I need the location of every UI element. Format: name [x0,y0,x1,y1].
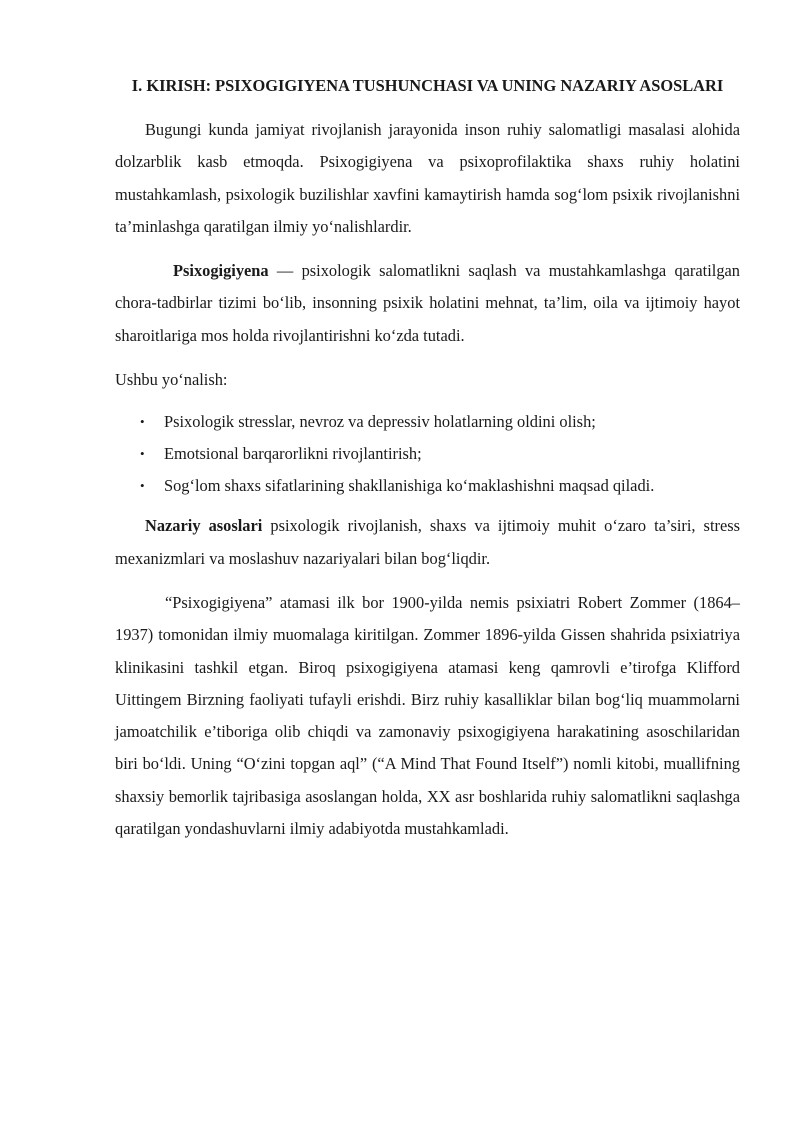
definition-text: — psixologik salomatlikni saqlash va mustahkamlashga qaratilgan chora-tadbirlar tizimi bo‘lib, insonning psixik holatini mehnat, ta’lim, oila va ijtimoiy hayot sharoitlariga mos holda rivojlantirishni ko‘zda tutadi. [115,261,740,345]
page-title: I. KIRISH: PSIXOGIGIYENA TUSHUNCHASI VA UNING NAZARIY ASOSLARI [131,76,724,95]
list-item-text: Emotsional barqarorlikni rivojlantirish; [164,444,422,464]
intro-paragraph: Bugungi kunda jamiyat rivojlanish jarayonida inson ruhiy salomatligi masalasi alohida dolzarblik kasb etmoqda. Psixogigiyena va psixoprofilaktika shaxs ruhiy holatini mustahkamlash, psixologik buzilishlar xavfini kamaytirish hamda sog‘lom psixik rivojlanishni ta’minlashga qaratilgan ilmiy yo‘nalishlardir. [115,120,740,236]
bullet-icon: • [140,446,145,462]
list-item-text: Psixologik stresslar, nevroz va depressiv holatlarning oldini olish; [164,412,596,432]
definition-paragraph [115,255,740,352]
list-item [115,406,740,438]
theory-text: psixologik rivojlanish, shaxs va ijtimoiy muhit o‘zaro ta’siri, stress mexanizmlari va moslashuv nazariyalari bilan bog‘liqdir. [115,516,740,568]
list-item [115,470,740,502]
bullet-icon: • [140,478,145,494]
bullet-list [115,406,740,502]
definition-term: Psixogigiyena [173,261,269,281]
list-item [115,438,740,470]
history-paragraph: “Psixogigiyena” atamasi ilk bor 1900-yilda nemis psixiatri Robert Zommer (1864–1937) tomonidan ilmiy muomalaga kiritilgan. Zommer 1896-yilda Gissen shahrida psixiatriya klinikasini tashkil etgan. Biroq psixogigiyena atamasi keng qamrovli e’tirofga Klifford Uittingem Birzning faoliyati tufayli erishdi. Birz ruhiy kasalliklar bilan bog‘liq muammolarni jamoatchilik e’tiboriga olib chiqdi va zamonaviy psixogigiyena harakatining asoschilaridan biri bo‘ldi. Uning “O‘zini topgan aql” (“A Mind That Found Itself”) nomli kitobi, muallifning shaxsiy bemorlik tajribasiga asoslangan holda, XX asr boshlarida ruhiy salomatlikni saqlashga qaratilgan yondashuvlarni ilmiy adabiyotda mustahkamladi. [115,592,740,839]
list-item-text: Sog‘lom shaxs sifatlarining shakllanishiga ko‘maklashishni maqsad qiladi. [164,476,655,496]
list-intro: Ushbu yo‘nalish: [115,370,228,390]
theory-term: Nazariy asoslari [145,516,263,536]
theory-paragraph [115,510,740,575]
bullet-icon: • [140,414,145,430]
document-page [115,68,740,845]
